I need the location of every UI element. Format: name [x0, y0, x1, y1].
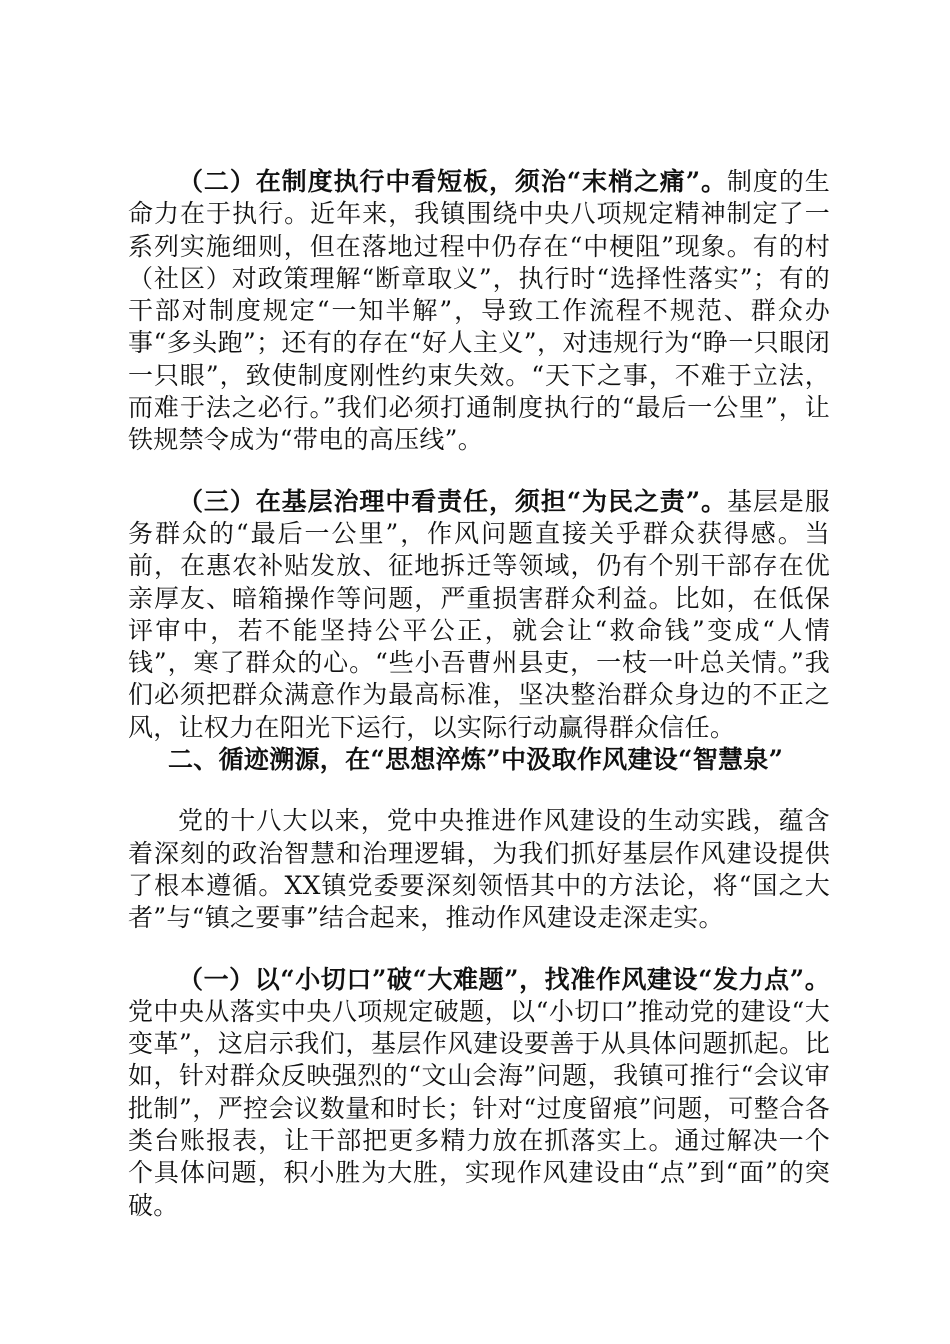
part-two-section-1-body: 党中央从落实中央八项规定破题，以“小切口”推动党的建设“大变革”，这启示我们，基层作风建设要善于从具体问题抓起。比如，针对群众反映强烈的“文山会海”问题，我镇可推行“会议审批制”，严控会议数量和时长；针对“过度留痕”问题，可整合各类台账报表，让干部把更多精力放在抓落实上。通过解决一个个具体问题，积小胜为大胜，实现作风建设由“点”到“面”的突破。 [128, 996, 830, 1220]
part-two-heading: 二、循迹溯源，在“思想淬炼”中汲取作风建设“智慧泉” [168, 745, 784, 775]
section-2-lead: （二）在制度执行中看短板，须治“末梢之痛”。 [178, 167, 727, 196]
section-2-body: 制度的生命力在于执行。近年来，我镇围绕中央八项规定精神制定了一系列实施细则，但在落地过程中仍存在“中梗阻”现象。有的村（社区）对政策理解“断章取义”，执行时“选择性落实”；有的干部对制度规定“一知半解”，导致工作流程不规范、群众办事“多头跑”；还有的存在“好人主义”，对违规行为“睁一只眼闭一只眼”，致使制度刚性约束失效。“天下之事，不难于立法，而难于法之必行。”我们必须打通制度执行的“最后一公里”，让铁规禁令成为“带电的高压线”。 [128, 167, 830, 455]
section-2-paragraph [128, 166, 830, 457]
section-3-paragraph [128, 486, 830, 744]
section-3-body: 基层是服务群众的“最后一公里”，作风问题直接关乎群众获得感。当前，在惠农补贴发放、征地拆迁等领域，仍有个别干部存在优亲厚友、暗箱操作等问题，严重损害群众利益。比如，在低保评审中，若不能坚持公平公正，就会让“救命钱”变成“人情钱”，寒了群众的心。“些小吾曹州县吏，一枝一叶总关情。”我们必须把群众满意作为最高标准，坚决整治群众身边的不正之风，让权力在阳光下运行，以实际行动赢得群众信任。 [128, 486, 830, 742]
part-two-section-1-lead: （一）以“小切口”破“大难题”，找准作风建设“发力点”。 [178, 964, 830, 994]
document-page [128, 166, 830, 1222]
part-two-section-1-paragraph [128, 964, 830, 1222]
section-3-lead: （三）在基层治理中看责任，须担“为民之责”。 [178, 486, 727, 516]
part-two-intro-paragraph [128, 805, 830, 934]
part-two-intro-body: 党的十八大以来，党中央推进作风建设的生动实践，蕴含着深刻的政治智慧和治理逻辑，为我们抓好基层作风建设提供了根本遵循。XX镇党委要深刻领悟其中的方法论，将“国之大者”与“镇之要事”结合起来，推动作风建设走深走实。 [128, 806, 830, 933]
